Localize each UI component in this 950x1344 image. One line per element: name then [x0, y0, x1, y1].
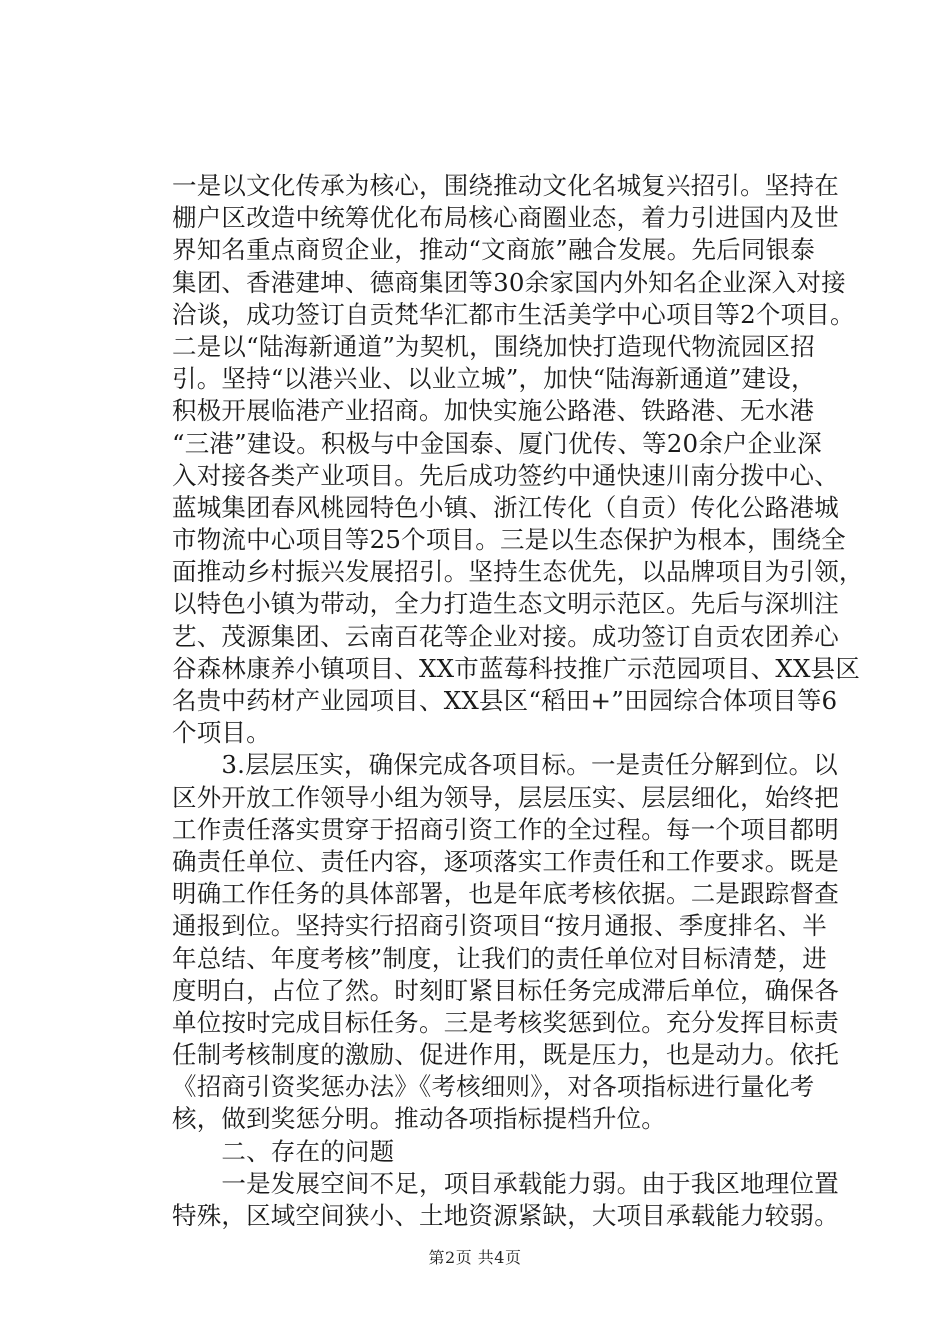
text-line: 谷森林康养小镇项目、XX市蓝莓科技推广示范园项目、XX县区 — [172, 653, 861, 683]
text-line: 面推动乡村振兴发展招引。坚持生态优先，以品牌项目为引领， — [172, 557, 864, 587]
text-line: 工作责任落实贯穿于招商引资工作的全过程。每一个项目都明 — [172, 814, 839, 844]
text-line: 明确工作任务的具体部署，也是年底考核依据。二是跟踪督查 — [172, 879, 839, 909]
text-line: 3.层层压实，确保完成各项目标。一是责任分解到位。以 — [172, 750, 838, 780]
text-line: 棚户区改造中统筹优化布局核心商圈业态，着力引进国内及世 — [172, 203, 839, 233]
text-line: 通报到位。坚持实行招商引资项目“按月通报、季度排名、半 — [172, 911, 827, 941]
text-line: “三港”建设。积极与中金国泰、厦门优传、等20余户企业深 — [172, 428, 822, 458]
text-line: 入对接各类产业项目。先后成功签约中通快速川南分拨中心、 — [172, 460, 839, 490]
text-line: 一是发展空间不足，项目承载能力弱。由于我区地理位置 — [172, 1168, 839, 1198]
text-line: 年总结、年度考核”制度，让我们的责任单位对目标清楚，进 — [172, 943, 827, 973]
text-line: 集团、香港建坤、德商集团等30余家国内外知名企业深入对接 — [172, 267, 846, 297]
text-line: 积极开展临港产业招商。加快实施公路港、铁路港、无水港 — [172, 396, 815, 426]
text-line: 艺、茂源集团、云南百花等企业对接。成功签订自贡农团养心 — [172, 621, 839, 651]
body-text — [172, 170, 864, 1232]
page-footer: 第2页 共4页 — [428, 1248, 522, 1267]
text-line: 特殊，区域空间狭小、土地资源紧缺，大项目承载能力较弱。 — [172, 1201, 839, 1230]
text-line: 以特色小镇为带动，全力打造生态文明示范区。先后与深圳注 — [172, 589, 839, 619]
text-line: 二是以“陆海新通道”为契机，围绕加快打造现代物流园区招 — [172, 331, 815, 361]
text-line: 引。坚持“以港兴业、以业立城”，加快“陆海新通道”建设， — [172, 364, 816, 394]
text-line: 市物流中心项目等25个项目。三是以生态保护为根本，围绕全 — [172, 525, 846, 555]
text-line: 个项目。 — [172, 718, 271, 748]
text-line: 二、存在的问题 — [172, 1136, 395, 1166]
text-line: 确责任单位、责任内容，逐项落实工作责任和工作要求。既是 — [172, 846, 839, 876]
text-line: 《招商引资奖惩办法》《考核细则》，对各项指标进行量化考 — [172, 1072, 815, 1102]
text-line: 区外开放工作领导小组为领导，层层压实、层层细化，始终把 — [172, 782, 839, 812]
text-line: 蓝城集团春风桃园特色小镇、浙江传化（自贡）传化公路港城 — [172, 492, 839, 522]
text-line: 度明白，占位了然。时刻盯紧目标任务完成滞后单位，确保各 — [172, 975, 839, 1005]
text-line: 一是以文化传承为核心，围绕推动文化名城复兴招引。坚持在 — [172, 171, 839, 200]
text-line: 名贵中药材产业园项目、XX县区“稻田+”田园综合体项目等6 — [172, 686, 838, 715]
text-line: 单位按时完成目标任务。三是考核奖惩到位。充分发挥目标责 — [172, 1007, 839, 1037]
text-line: 界知名重点商贸企业，推动“文商旅”融合发展。先后同银泰 — [172, 235, 815, 265]
text-line: 核，做到奖惩分明。推动各项指标提档升位。 — [172, 1104, 666, 1134]
text-line: 任制考核制度的激励、促进作用，既是压力，也是动力。依托 — [172, 1040, 839, 1070]
text-line: 洽谈，成功签订自贡梵华汇都市生活美学中心项目等2个项目。 — [172, 299, 855, 329]
